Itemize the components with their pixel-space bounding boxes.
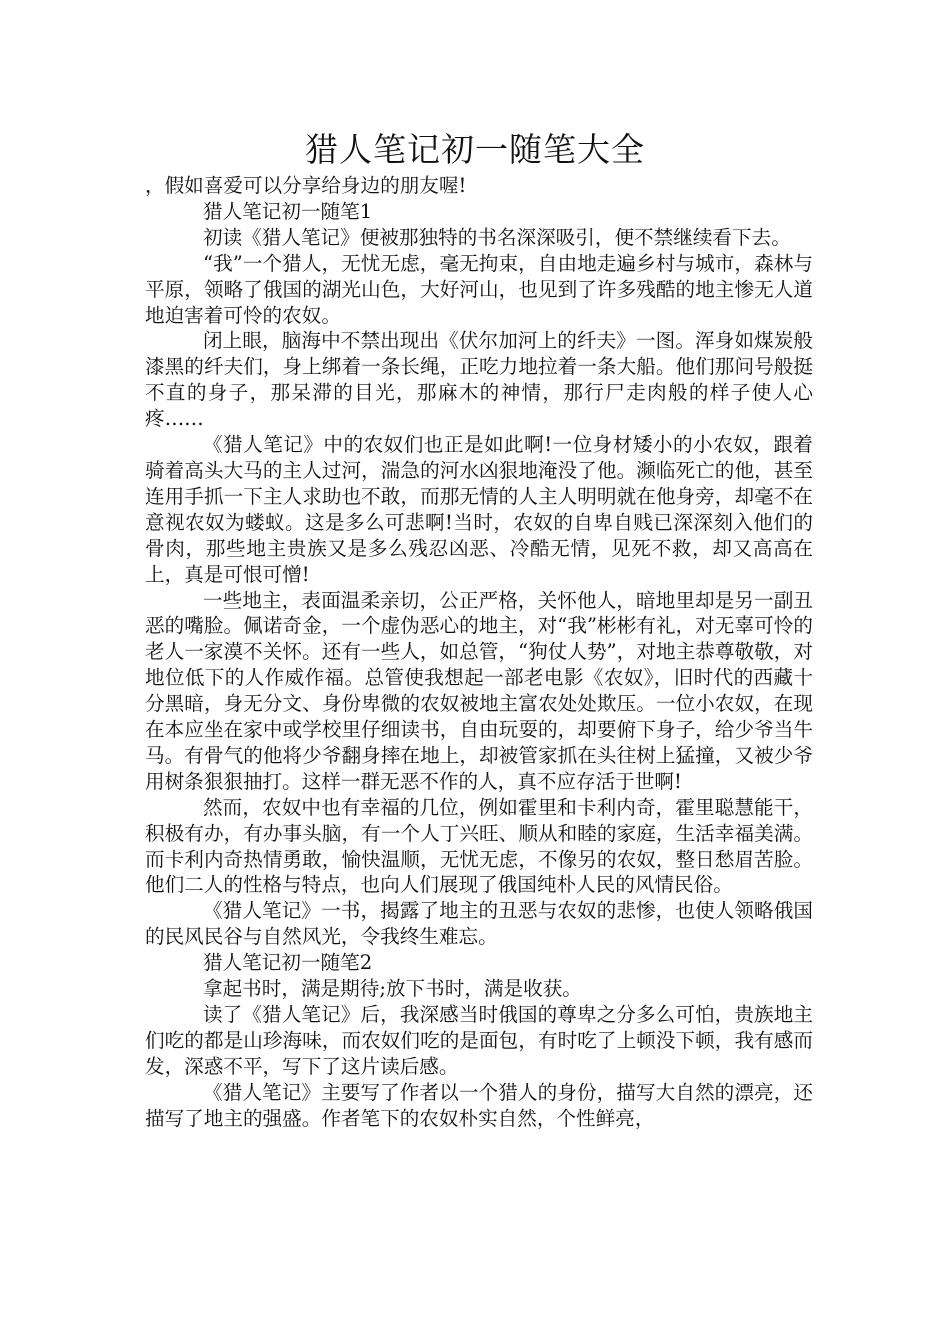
paragraph: 读了《猎人笔记》后，我深感当时俄国的尊卑之分多么可怕，贵族地主们吃的都是山珍海味，而农奴们吃的是面包，有时吃了上顿没下顿，我有感而发，深惑不平，写下了这片读后感。 <box>145 1003 813 1078</box>
paragraph: 《猎人笔记》中的农奴们也正是如此啊!一位身材矮小的小农奴，跟着骑着高头大马的主人过河，湍急的河水凶狠地淹没了他。濒临死亡的他，甚至连用手抓一下主人求助也不敢，而那无情的人主人明明就在他身旁，却毫不在意视农奴为蝼蚁。这是多么可悲啊!当时，农奴的自卑自贱已深深刻入他们的骨肉，那些地主贵族又是多么残忍凶恶、冷酷无情，见死不救，却又高高在上，真是可恨可憎! <box>145 433 813 586</box>
paragraph: 然而，农奴中也有幸福的几位，例如霍里和卡利内奇，霍里聪慧能干，积极有办，有办事头脑，有一个人丁兴旺、顺从和睦的家庭，生活幸福美满。而卡利内奇热情勇敢，愉快温顺，无忧无虑，不像另的农奴，整日愁眉苦脸。他们二人的性格与特点，也向人们展现了俄国纯朴人民的风情民俗。 <box>145 795 813 897</box>
intro-line: ，假如喜爱可以分享给身边的朋友喔! <box>145 174 467 197</box>
document-body <box>145 173 813 1132</box>
paragraph: “我”一个猎人，无忧无虑，毫无拘束，自由地走遍乡村与城市，森林与平原，领略了俄国的湖光山色，大好河山，也见到了许多残酷的地主惨无人道地迫害着可怜的农奴。 <box>145 251 813 327</box>
paragraph: 一些地主，表面温柔亲切，公正严格，关怀他人，暗地里却是另一副丑恶的嘴脸。佩诺奇金，一个虚伪恶心的地主，对“我”彬彬有礼，对无辜可怜的老人一家漠不关怀。还有一些人，如总管，“狗仗人势”，对地主恭尊敬敬，对地位低下的人作威作福。总管使我想起一部老电影《农奴》，旧时代的西藏十分黑暗，身无分文、身份卑微的农奴被地主富农处处欺压。一位小农奴，在现在本应坐在家中或学校里仔细读书，自由玩耍的，却要俯下身子，给少爷当牛马。有骨气的他将少爷翻身摔在地上，却被管家抓在头往树上猛撞，又被少爷用树条狠狠抽打。这样一群无恶不作的人，真不应存活于世啊! <box>145 588 813 793</box>
paragraph: 《猎人笔记》一书，揭露了地主的丑恶与农奴的悲惨，也使人领略俄国的民风民谷与自然风光，令我终生难忘。 <box>145 899 813 949</box>
section-heading-1: 猎人笔记初一随笔1 <box>203 199 373 223</box>
paragraph: 闭上眼，脑海中不禁出现出《伏尔加河上的纤夫》一图。浑身如煤炭般漆黑的纤夫们，身上绑着一条长绳，正吃力地拉着一条大船。他们那问号般挺不直的身子，那呆滞的目光，那麻木的神情，那行尸走肉般的样子使人心疼…… <box>145 329 813 431</box>
paragraph: 拿起书时，满是期待;放下书时，满是收获。 <box>203 977 582 1001</box>
paragraph: 初读《猎人笔记》便被那独特的书名深深吸引，便不禁继续看下去。 <box>203 225 791 249</box>
paragraph: 《猎人笔记》主要写了作者以一个猎人的身份，描写大自然的漂亮，还描写了地主的强盛。作者笔下的农奴朴实自然，个性鲜亮， <box>145 1080 813 1130</box>
section-heading-2: 猎人笔记初一随笔2 <box>203 951 373 975</box>
document-title: 猎人笔记初一随笔大全 <box>305 130 645 169</box>
